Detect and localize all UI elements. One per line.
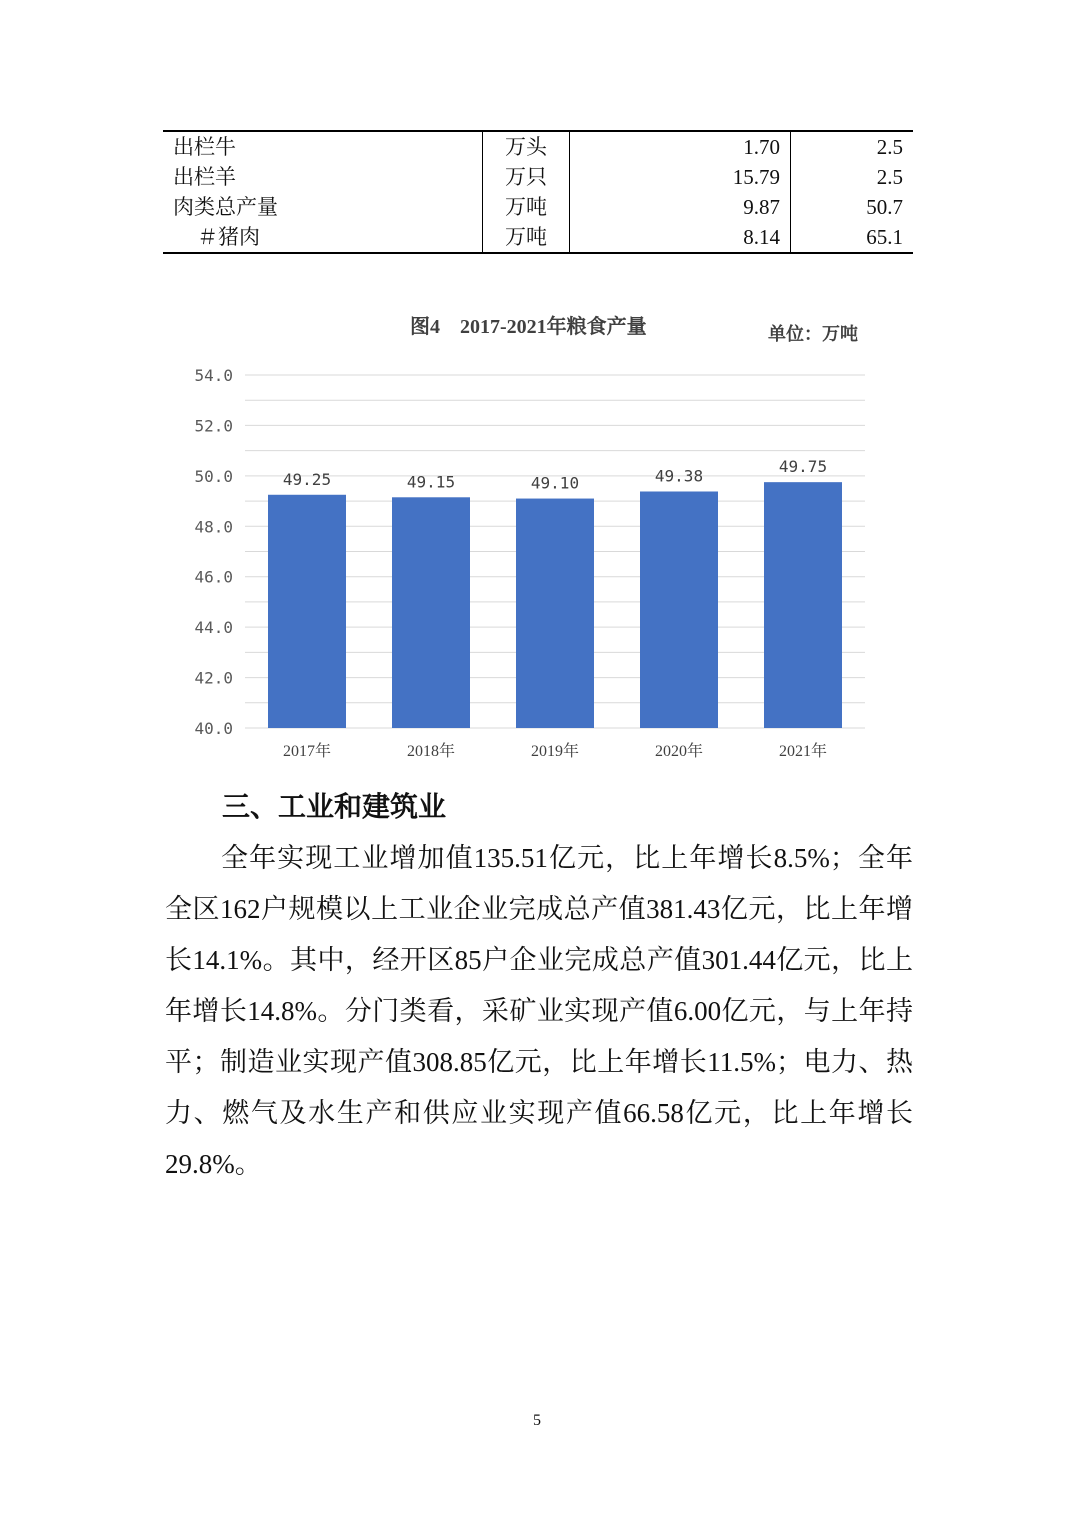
y-tick-label: 54.0 [194, 366, 233, 385]
data-label: 49.15 [406, 472, 456, 492]
row-unit: 万头 [483, 131, 570, 162]
row-value: 8.14 [570, 222, 791, 253]
y-tick-label: 50.0 [194, 466, 233, 486]
row-name: 出栏牛 [173, 134, 236, 159]
x-tick-label: 2018年 [406, 743, 456, 760]
row-unit: 万吨 [483, 222, 570, 253]
data-label: 49.25 [282, 469, 332, 489]
bar [392, 497, 470, 728]
bar [640, 491, 718, 728]
chart-canvas [170, 300, 890, 770]
table-row [163, 131, 913, 162]
row-name: ＃猪肉 [197, 224, 260, 249]
x-tick-label: 2020年 [654, 743, 704, 760]
bar [764, 482, 842, 728]
row-name: 肉类总产量 [173, 194, 278, 219]
y-tick-label: 44.0 [194, 618, 233, 638]
y-tick-label: 46.0 [194, 567, 233, 587]
x-tick-label: 2017年 [282, 743, 332, 760]
bar [516, 499, 594, 728]
y-tick-label: 42.0 [194, 668, 233, 688]
x-tick-label: 2021年 [778, 743, 828, 760]
row-growth: 50.7 [866, 194, 903, 219]
row-name: 出栏羊 [173, 164, 236, 189]
body-paragraph: 全年实现工业增加值135.51亿元，比上年增长8.5%；全年全区162户规模以上工业企业完成总产值381.43亿元，比上年增长14.1%。其中，经开区85户企业完成总产值301.44亿元，比上年增长14.8%。分门类看，采矿业实现产值6.00亿元，与上年持平；制造业实现产值308.85亿元，比上年增长11.5%；电力、热力、燃气及水生产和供应业实现产值66.58亿元，比上年增长29.8%。 [165, 843, 913, 1179]
row-growth: 65.1 [866, 224, 903, 249]
grain-output-chart [170, 300, 890, 770]
data-label: 49.75 [778, 457, 828, 477]
row-value: 1.70 [570, 131, 791, 162]
bar [268, 495, 346, 728]
section-heading: 三、工业和建筑业 [222, 790, 447, 823]
chart-title: 图4 2017-2021年粮食产量 [410, 316, 647, 338]
data-label: 49.38 [654, 466, 704, 486]
page-number: 5 [533, 1412, 541, 1429]
y-tick-label: 40.0 [194, 719, 233, 738]
data-label: 49.10 [530, 473, 580, 493]
chart-unit-label: 单位：万吨 [768, 324, 858, 344]
row-growth: 2.5 [876, 164, 903, 189]
x-tick-label: 2019年 [530, 743, 580, 760]
y-tick-label: 52.0 [194, 416, 233, 436]
row-unit: 万只 [483, 162, 570, 192]
table-row [163, 192, 913, 222]
row-value: 15.79 [570, 162, 791, 192]
table-row [163, 222, 913, 253]
row-unit: 万吨 [483, 192, 570, 222]
row-value: 9.87 [570, 192, 791, 222]
row-growth: 2.5 [876, 134, 903, 159]
livestock-table [163, 130, 913, 254]
y-tick-label: 48.0 [194, 517, 233, 537]
table-row [163, 162, 913, 192]
